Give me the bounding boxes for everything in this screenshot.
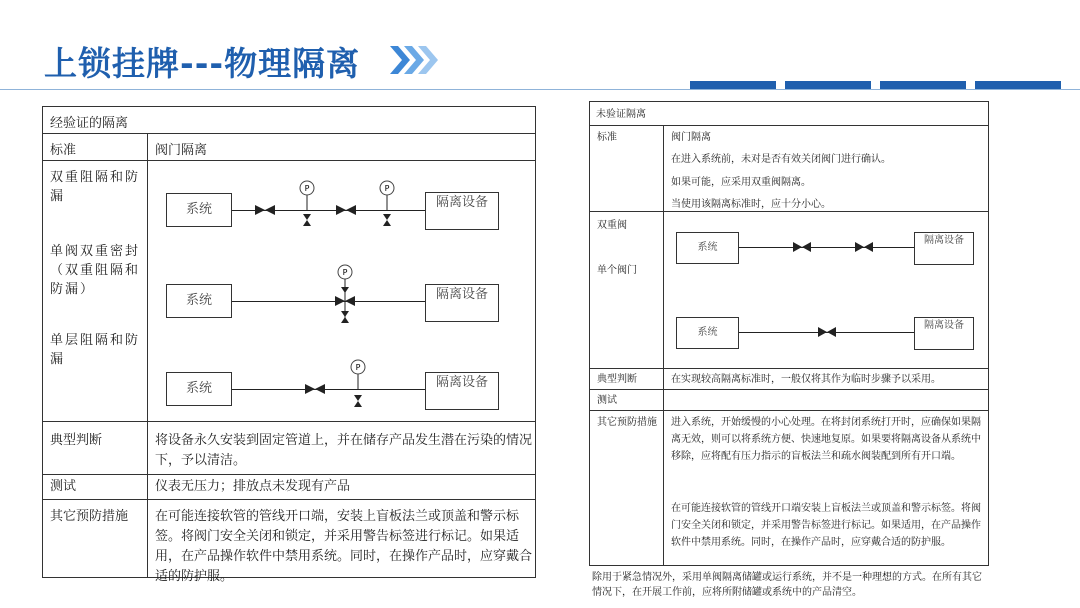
isolation-device-box: 隔离设备	[425, 284, 499, 322]
header-divider	[0, 89, 1080, 90]
isolation-device-box: 隔离设备	[425, 372, 499, 410]
other-measures-text: 在可能连接软管的管线开口端安装上盲板法兰或顶盖和警示标签。将阀门安全关闭和锁定，并采用警告标签进行标记。如果适用，在产品操作软件中禁用系统。同时，在操作产品时，应穿戴合适的防护服。	[671, 503, 981, 548]
standard-line: 在进入系统前，未对是否有效关闭阀门进行确认。	[671, 154, 891, 165]
page-title: 上锁挂牌---物理隔离	[44, 44, 361, 83]
other-measures-label: 其它预防措施	[597, 417, 657, 428]
system-box: 系统	[166, 284, 232, 318]
system-box: 系统	[166, 372, 232, 406]
other-measures-text: 在可能连接软管的管线开口端，安装上盲板法兰或顶盖和警示标签。将阀门安全关闭和锁定，并采用警告标签进行标记。如果适用，在产品操作软件中禁用系统。同时，在操作产品时，应穿戴合适的防护服。	[155, 509, 533, 584]
row-label-single-block: 单层阻隔和防漏	[50, 333, 141, 367]
system-box: 系统	[676, 317, 739, 349]
single-valve-label: 单个阀门	[597, 265, 637, 276]
svg-text:P: P	[384, 184, 390, 193]
judgement-label: 典型判断	[50, 433, 103, 448]
row-label-single-valve-double-seal: 单阀双重密封（双重阻隔和防漏）	[50, 244, 141, 297]
isolation-device-box: 隔离设备	[425, 192, 499, 230]
standard-line: 当使用该隔离标准时，应十分小心。	[671, 199, 831, 210]
single-valve-diagram	[815, 325, 841, 339]
standard-header: 标准	[50, 143, 77, 158]
judgement-text: 在实现较高隔离标准时，一般仅将其作为临时步骤予以采用。	[671, 374, 941, 385]
single-valve-double-seal-diagram	[330, 263, 360, 329]
single-block-valve-diagram	[300, 358, 370, 410]
svg-text:P: P	[342, 268, 348, 277]
double-valve-diagram	[790, 240, 880, 254]
standard-line: 如果可能，应采用双重阀隔离。	[671, 177, 811, 188]
svg-text:P: P	[355, 363, 361, 372]
isolation-device-box: 隔离设备	[914, 317, 974, 350]
standard-title: 阀门隔离	[671, 132, 711, 143]
footnote: 除用于紧急情况外，采用单阀隔离储罐或运行系统，并不是一种理想的方式。在所有其它情况下，在开展工作前，应将所附储罐或系统中的产品清空。	[592, 572, 982, 598]
verified-caption: 经验证的隔离	[50, 116, 129, 131]
system-box: 系统	[166, 193, 232, 227]
test-text: 仪表无压力；排放点未发现有产品	[155, 479, 351, 494]
valve-isolation-header: 阀门隔离	[155, 143, 208, 158]
double-valve-label: 双重阀	[597, 220, 627, 231]
other-measures-label: 其它预防措施	[50, 509, 129, 524]
other-measures-text: 进入系统，开始缓慢的小心处理。在将封闭系统打开时，应确保如果隔离无效，则可以将系统方便、快速地复原。如果要将隔离设备从系统中移除，应将配有压力指示的盲板法兰和疏水阀装配到所有开口端。	[671, 417, 981, 462]
test-label: 测试	[50, 479, 77, 494]
row-label-double-block: 双重阻隔和防漏	[50, 170, 141, 204]
judgement-label: 典型判断	[597, 374, 637, 385]
unverified-caption: 未验证隔离	[596, 109, 646, 120]
svg-text:P: P	[304, 184, 310, 193]
system-box: 系统	[676, 232, 739, 264]
standard-label: 标准	[597, 132, 617, 143]
isolation-device-box: 隔离设备	[914, 232, 974, 265]
test-label: 测试	[597, 395, 617, 406]
judgement-text: 将设备永久安装到固定管道上，并在储存产品发生潜在污染的情况下，予以清洁。	[155, 433, 533, 468]
chevron-right-icon	[388, 40, 440, 80]
double-block-valves-diagram	[250, 178, 410, 228]
